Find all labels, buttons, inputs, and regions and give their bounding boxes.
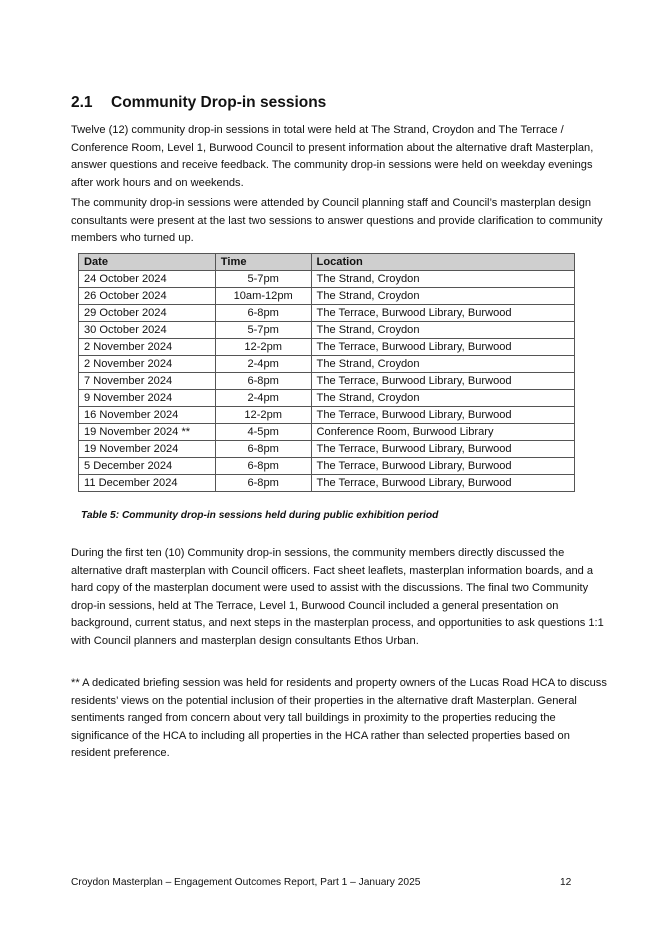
- cell-time: 2-4pm: [215, 390, 311, 407]
- cell-location: The Strand, Croydon: [311, 271, 574, 288]
- cell-location: The Terrace, Burwood Library, Burwood: [311, 407, 574, 424]
- cell-time: 6-8pm: [215, 373, 311, 390]
- section-number: 2.1: [71, 94, 93, 111]
- cell-time: 5-7pm: [215, 271, 311, 288]
- cell-time: 12-2pm: [215, 407, 311, 424]
- table-body: [79, 271, 575, 492]
- cell-time: 6-8pm: [215, 441, 311, 458]
- cell-location: The Terrace, Burwood Library, Burwood: [311, 441, 574, 458]
- cell-location: The Terrace, Burwood Library, Burwood: [311, 305, 574, 322]
- cell-location: The Strand, Croydon: [311, 288, 574, 305]
- cell-location: Conference Room, Burwood Library: [311, 424, 574, 441]
- cell-date: 7 November 2024: [79, 373, 216, 390]
- cell-date: 9 November 2024: [79, 390, 216, 407]
- section-heading: [71, 94, 326, 112]
- cell-date: 19 November 2024 **: [79, 424, 216, 441]
- table-caption: Table 5: Community drop-in sessions held during public exhibition period: [81, 510, 439, 521]
- cell-date: 26 October 2024: [79, 288, 216, 305]
- attendance-paragraph: The community drop-in sessions were attended by Council planning staff and Council’s masterplan design consultants were present at the last two sessions to answer questions and provide clarification to community members who turned up.: [71, 197, 603, 244]
- table-row: [79, 288, 575, 305]
- table-row: [79, 373, 575, 390]
- cell-date: 2 November 2024: [79, 339, 216, 356]
- cell-date: 16 November 2024: [79, 407, 216, 424]
- discussion-paragraph: During the first ten (10) Community drop-in sessions, the community members directly discussed the alternative draft masterplan with Council officers. Fact sheet leaflets, masterplan information boards, and a hard copy of the masterplan document were used to assist with the discussions. The final two Community drop-in sessions, held at The Terrace, Level 1, Burwood Council included a general presentation on background, current status, and next steps in the masterplan process, and opportunities to ask questions 1:1 with Council planners and masterplan design consultants Ethos Urban.: [71, 547, 604, 647]
- cell-location: The Terrace, Burwood Library, Burwood: [311, 458, 574, 475]
- table-row: [79, 322, 575, 339]
- table-row: [79, 458, 575, 475]
- cell-date: 19 November 2024: [79, 441, 216, 458]
- cell-time: 6-8pm: [215, 475, 311, 492]
- cell-location: The Terrace, Burwood Library, Burwood: [311, 475, 574, 492]
- table-header-row: [79, 254, 575, 271]
- cell-location: The Strand, Croydon: [311, 356, 574, 373]
- header-date: Date: [79, 254, 216, 271]
- sessions-table: [78, 253, 575, 492]
- cell-time: 2-4pm: [215, 356, 311, 373]
- footnote-paragraph: ** A dedicated briefing session was held for residents and property owners of the Lucas Road HCA to discuss residents’ views on the potential inclusion of their properties in the alternative draft Masterplan. General sentiments ranged from concern about very tall buildings in proximity to the properties reducing the significance of the HCA to including all properties in the HCA rather than selected properties based on resident preference.: [71, 677, 607, 759]
- section-title: Community Drop-in sessions: [111, 94, 327, 111]
- table-row: [79, 424, 575, 441]
- cell-date: 24 October 2024: [79, 271, 216, 288]
- cell-time: 12-2pm: [215, 339, 311, 356]
- header-location: Location: [311, 254, 574, 271]
- cell-date: 5 December 2024: [79, 458, 216, 475]
- table-row: [79, 271, 575, 288]
- cell-location: The Terrace, Burwood Library, Burwood: [311, 373, 574, 390]
- cell-time: 6-8pm: [215, 305, 311, 322]
- cell-time: 10am-12pm: [215, 288, 311, 305]
- cell-date: 30 October 2024: [79, 322, 216, 339]
- cell-time: 4-5pm: [215, 424, 311, 441]
- table-row: [79, 441, 575, 458]
- table-row: [79, 407, 575, 424]
- cell-date: 11 December 2024: [79, 475, 216, 492]
- cell-time: 6-8pm: [215, 458, 311, 475]
- cell-date: 2 November 2024: [79, 356, 216, 373]
- cell-location: The Strand, Croydon: [311, 322, 574, 339]
- footer-text: Croydon Masterplan – Engagement Outcomes Report, Part 1 – January 2025: [71, 877, 421, 888]
- table-row: [79, 305, 575, 322]
- table-row: [79, 390, 575, 407]
- cell-time: 5-7pm: [215, 322, 311, 339]
- table-row: [79, 475, 575, 492]
- table-row: [79, 339, 575, 356]
- intro-paragraph: Twelve (12) community drop-in sessions in total were held at The Strand, Croydon and The Terrace / Conference Room, Level 1, Burwood Council to present information about the alternative draft Masterplan, answer questions and receive feedback. The community drop-in sessions were held on weekday evenings after work hours and on weekends.: [71, 124, 594, 189]
- page-number: 12: [560, 877, 572, 888]
- cell-date: 29 October 2024: [79, 305, 216, 322]
- header-time: Time: [215, 254, 311, 271]
- cell-location: The Strand, Croydon: [311, 390, 574, 407]
- cell-location: The Terrace, Burwood Library, Burwood: [311, 339, 574, 356]
- table-row: [79, 356, 575, 373]
